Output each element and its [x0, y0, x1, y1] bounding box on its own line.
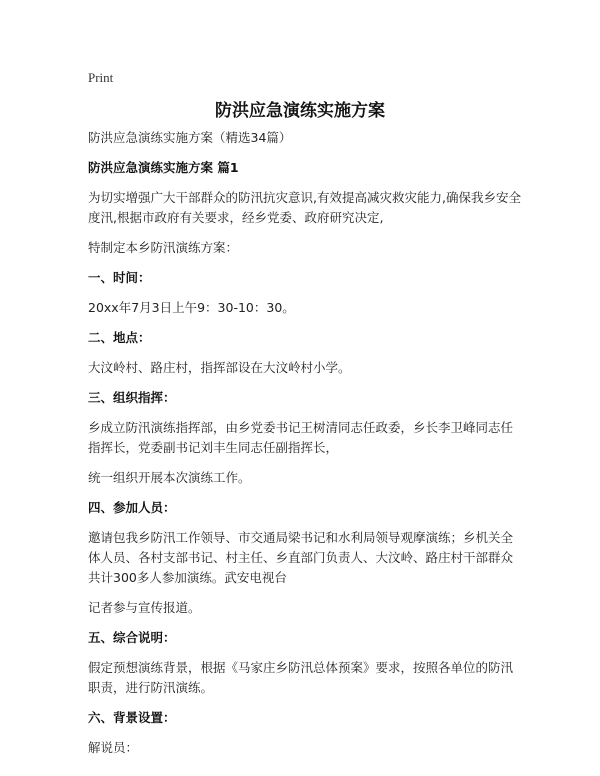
section-title: 防洪应急演练实施方案 篇1 [88, 160, 239, 175]
document-body [88, 128, 524, 768]
heading-organization: 三、组织指挥： [88, 390, 176, 405]
time-paragraph: 20xx年7月3日上午9：30-10：30。 [88, 300, 295, 315]
organization-paragraph: 乡成立防汛演练指挥部，由乡党委书记王树清同志任政委，乡长李卫峰同志任指挥长，党委副书记刘丰生同志任副指挥长， [88, 420, 514, 455]
document-subtitle: 防洪应急演练实施方案（精选34篇） [88, 130, 292, 145]
summary-paragraph: 假定预想演练背景，根据《马家庄乡防汛总体预案》要求，按照各单位的防汛职责，进行防汛演练。 [88, 660, 514, 695]
heading-participants: 四、参加人员： [88, 500, 176, 515]
intro-paragraph-2: 特制定本乡防汛演练方案： [88, 240, 239, 255]
organization-paragraph-2: 统一组织开展本次演练工作。 [88, 470, 251, 485]
participants-paragraph: 邀请包我乡防汛工作领导、市交通局梁书记和水利局领导观摩演练；乡机关全体人员、各村支部书记、村主任、乡直部门负责人、大汶岭、路庄村干部群众共计300多人参加演练。武安电视台 [88, 530, 514, 585]
heading-time: 一、时间： [88, 270, 151, 285]
heading-summary: 五、综合说明： [88, 630, 176, 645]
document-title: 防洪应急演练实施方案 [215, 101, 385, 121]
place-paragraph: 大汶岭村、路庄村，指挥部设在大汶岭村小学。 [88, 360, 351, 375]
print-label[interactable]: Print [88, 70, 114, 85]
participants-paragraph-2: 记者参与宣传报道。 [88, 600, 201, 615]
heading-place: 二、地点： [88, 330, 151, 345]
intro-paragraph: 为切实增强广大干部群众的防汛抗灾意识,有效提高减灾救灾能力,确保我乡安全度汛,根据市政府有关要求，经乡党委、政府研究决定, [88, 190, 521, 225]
narrator-paragraph: 解说员： [88, 740, 139, 755]
heading-background: 六、背景设置： [88, 710, 176, 725]
